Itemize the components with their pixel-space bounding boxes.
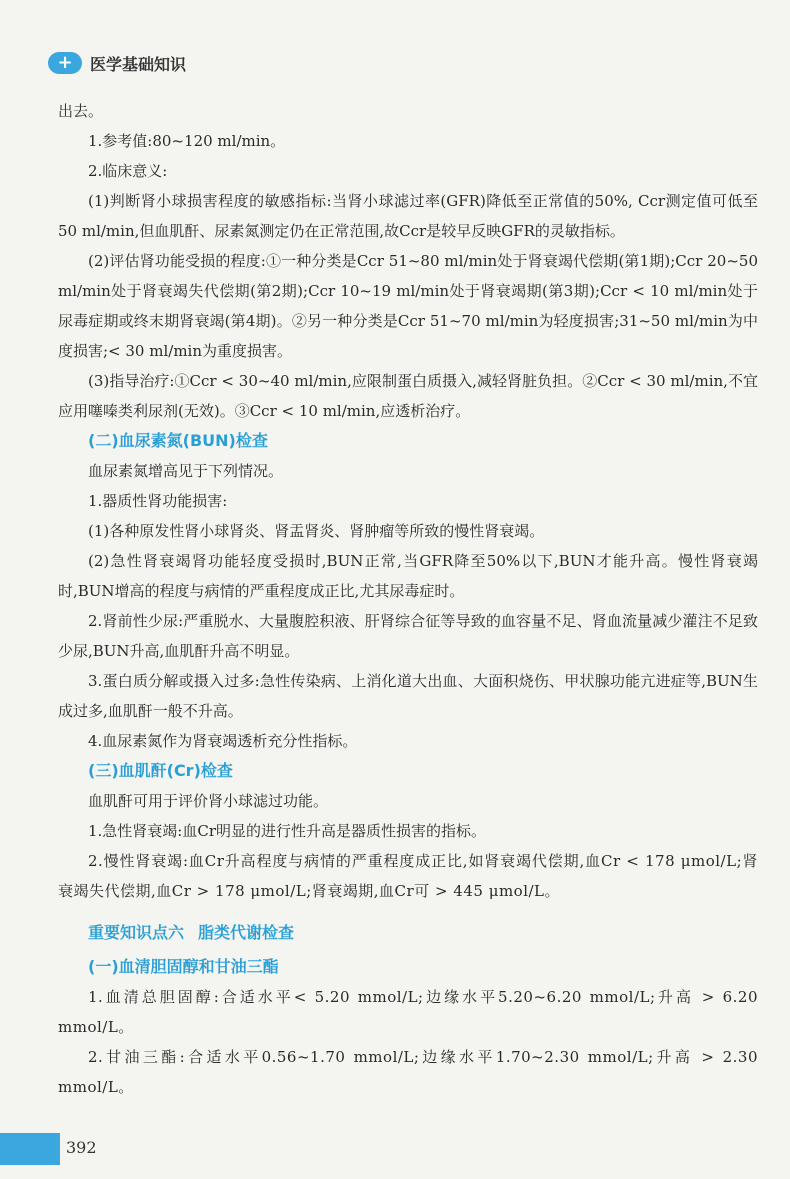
paragraph: 1.急性肾衰竭:血Cr明显的进行性升高是器质性损害的指标。 — [88, 822, 487, 840]
paragraph: 3.蛋白质分解或摄入过多:急性传染病、上消化道大出血、大面积烧伤、甲状腺功能亢进症等,BUN生成过多,血肌酐一般不升高。 — [58, 672, 758, 720]
paragraph: 4.血尿素氮作为肾衰竭透析充分性指标。 — [88, 732, 358, 750]
paragraph: 2.慢性肾衰竭:血Cr升高程度与病情的严重程度成正比,如肾衰竭代偿期,血Cr < 178 μmol/L;肾衰竭失代偿期,血Cr > 178 μmol/L;肾衰竭期,血Cr可 > 445 μmol/L。 — [58, 852, 758, 900]
paragraph: 1.器质性肾功能损害: — [88, 492, 228, 510]
paragraph: 2.肾前性少尿:严重脱水、大量腹腔积液、肝肾综合征等导致的血容量不足、肾血流量减少灌注不足致少尿,BUN升高,血肌酐升高不明显。 — [58, 612, 758, 660]
paragraph: 2.甘油三酯:合适水平0.56~1.70 mmol/L;边缘水平1.70~2.30 mmol/L;升高 > 2.30 mmol/L。 — [58, 1048, 758, 1096]
paragraph: (2)评估肾功能受损的程度:①一种分类是Ccr 51~80 ml/min处于肾衰竭代偿期(第1期);Ccr 20~50 ml/min处于肾衰竭失代偿期(第2期);Ccr 10~19 ml/min处于肾衰竭期(第3期);Ccr < 10 ml/min处于尿毒症期或终末期肾衰竭(第4期)。②另一种分类是Ccr 51~70 ml/min为轻度损害;31~50 ml/min为中度损害;< 30 ml/min为重度损害。 — [58, 252, 758, 360]
paragraph: 血肌酐可用于评价肾小球滤过功能。 — [88, 792, 329, 810]
major-heading-title: 脂类代谢检查 — [198, 923, 295, 942]
page-header — [48, 50, 186, 76]
paragraph: (1)各种原发性肾小球肾炎、肾盂肾炎、肾肿瘤等所致的慢性肾衰竭。 — [88, 522, 545, 540]
paragraph: 1.参考值:80~120 ml/min。 — [88, 132, 286, 150]
paragraph: 2.临床意义: — [88, 162, 168, 180]
major-heading — [58, 918, 758, 948]
section-heading-bun: (二)血尿素氮(BUN)检查 — [88, 431, 268, 450]
paragraph: 1.血清总胆固醇:合适水平< 5.20 mmol/L;边缘水平5.20~6.20 mmol/L;升高 > 6.20 mmol/L。 — [58, 988, 758, 1036]
page-number: 392 — [66, 1138, 97, 1157]
plus-icon: + — [48, 52, 82, 74]
paragraph: (2)急性肾衰竭肾功能轻度受损时,BUN正常,当GFR降至50%以下,BUN才能升高。慢性肾衰竭时,BUN增高的程度与病情的严重程度成正比,尤其尿毒症时。 — [58, 552, 758, 600]
section-heading-lipids: (一)血清胆固醇和甘油三酯 — [88, 957, 279, 976]
major-heading-prefix: 重要知识点六 — [88, 923, 185, 942]
page-content — [58, 96, 758, 1102]
paragraph: 出去。 — [58, 102, 104, 120]
paragraph: 血尿素氮增高见于下列情况。 — [88, 462, 284, 480]
paragraph: (3)指导治疗:①Ccr < 30~40 ml/min,应限制蛋白质摄入,减轻肾脏负担。②Ccr < 30 ml/min,不宜应用噻嗪类利尿剂(无效)。③Ccr < 10 ml/min,应透析治疗。 — [58, 372, 758, 420]
footer-tab — [0, 1133, 60, 1165]
paragraph: (1)判断肾小球损害程度的敏感指标:当肾小球滤过率(GFR)降低至正常值的50%, Ccr测定值可低至50 ml/min,但血肌酐、尿素氮测定仍在正常范围,故Ccr是较早反映GFR的灵敏指标。 — [58, 192, 758, 240]
book-title: 医学基础知识 — [90, 54, 187, 74]
section-heading-cr: (三)血肌酐(Cr)检查 — [88, 761, 233, 780]
